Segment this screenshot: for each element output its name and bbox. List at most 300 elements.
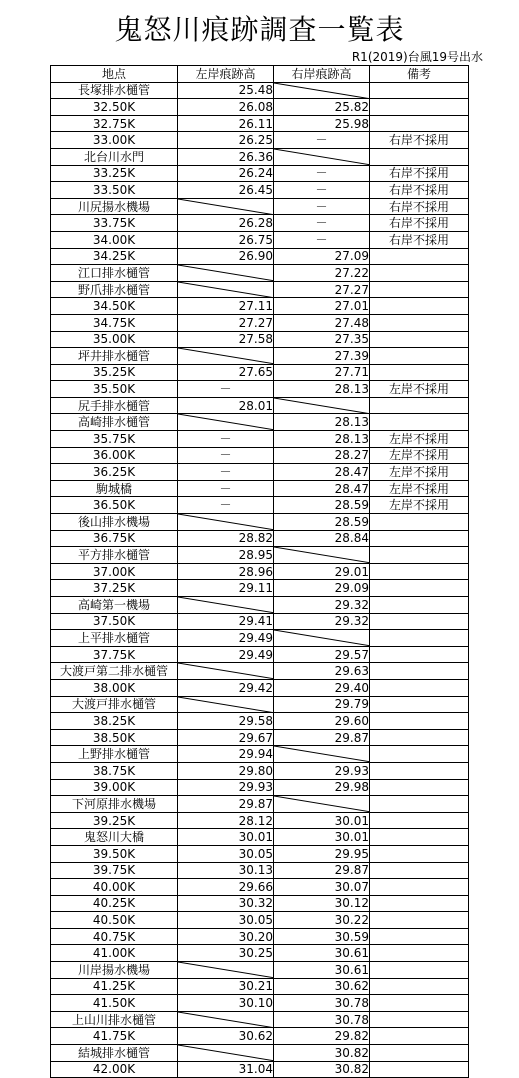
table-row [51, 580, 469, 597]
table-row [51, 1045, 469, 1062]
cell-remarks: 右岸不採用 [370, 215, 469, 232]
cell-left-bank-not-applicable [178, 348, 274, 365]
cell-right-bank-not-adopted: － [274, 215, 370, 232]
cell-location: 36.25K [51, 464, 178, 481]
cell-location: 尻手排水樋管 [51, 397, 178, 414]
cell-remarks [370, 82, 469, 99]
cell-remarks [370, 514, 469, 531]
cell-remarks [370, 414, 469, 431]
cell-remarks [370, 580, 469, 597]
cell-location: 駒城橋 [51, 480, 178, 497]
cell-remarks [370, 945, 469, 962]
diagonal-strike-icon [274, 796, 369, 812]
cell-left-bank-not-applicable [178, 663, 274, 680]
cell-left-bank-height: 30.62 [178, 1028, 274, 1045]
table-row [51, 630, 469, 647]
cell-right-bank-not-adopted: － [274, 182, 370, 199]
cell-location: 大渡戸排水樋管 [51, 696, 178, 713]
diagonal-strike-icon [178, 962, 273, 978]
table-row [51, 845, 469, 862]
cell-location: 34.75K [51, 314, 178, 331]
cell-location: 36.50K [51, 497, 178, 514]
diagonal-strike-icon [178, 1045, 273, 1061]
cell-location: 33.50K [51, 182, 178, 199]
cell-location: 35.25K [51, 364, 178, 381]
cell-right-bank-height: 28.27 [274, 447, 370, 464]
cell-remarks: 左岸不採用 [370, 497, 469, 514]
cell-right-bank-height: 29.32 [274, 613, 370, 630]
cell-location: 41.00K [51, 945, 178, 962]
table-row [51, 812, 469, 829]
cell-right-bank-not-applicable [274, 796, 370, 813]
cell-right-bank-not-adopted: － [274, 198, 370, 215]
cell-left-bank-height: 29.49 [178, 646, 274, 663]
cell-left-bank-height: 30.32 [178, 895, 274, 912]
cell-right-bank-height: 29.98 [274, 779, 370, 796]
diagonal-strike-icon [178, 663, 273, 679]
cell-left-bank-height: 27.11 [178, 298, 274, 315]
table-row [51, 414, 469, 431]
table-row [51, 679, 469, 696]
table-row [51, 995, 469, 1012]
cell-location: 野爪排水樋管 [51, 281, 178, 298]
cell-right-bank-height: 28.59 [274, 514, 370, 531]
diagonal-strike-icon [178, 414, 273, 430]
cell-left-bank-height: 26.24 [178, 165, 274, 182]
cell-left-bank-height: 31.04 [178, 1061, 274, 1078]
cell-remarks [370, 962, 469, 979]
cell-right-bank-height: 30.61 [274, 945, 370, 962]
cell-location: 38.00K [51, 679, 178, 696]
cell-location: 33.00K [51, 132, 178, 149]
cell-location: 32.75K [51, 115, 178, 132]
cell-location: 平方排水樋管 [51, 547, 178, 564]
cell-location: 39.50K [51, 845, 178, 862]
cell-left-bank-not-applicable [178, 1045, 274, 1062]
cell-right-bank-height: 30.82 [274, 1045, 370, 1062]
cell-right-bank-height: 27.22 [274, 265, 370, 282]
cell-location: 37.00K [51, 563, 178, 580]
cell-remarks: 右岸不採用 [370, 198, 469, 215]
cell-right-bank-height: 30.61 [274, 962, 370, 979]
cell-left-bank-height: 29.41 [178, 613, 274, 630]
cell-remarks [370, 281, 469, 298]
cell-left-bank-height: 26.75 [178, 231, 274, 248]
table-row [51, 530, 469, 547]
cell-remarks: 左岸不採用 [370, 480, 469, 497]
cell-right-bank-height: 29.87 [274, 729, 370, 746]
cell-location: 40.50K [51, 912, 178, 929]
header-remarks: 備考 [370, 66, 469, 83]
table-row [51, 364, 469, 381]
cell-left-bank-not-applicable [178, 281, 274, 298]
table-row [51, 945, 469, 962]
cell-left-bank-height: 26.90 [178, 248, 274, 265]
cell-location: 34.50K [51, 298, 178, 315]
cell-left-bank-not-applicable [178, 414, 274, 431]
cell-left-bank-height: 30.20 [178, 928, 274, 945]
cell-location: 35.00K [51, 331, 178, 348]
table-row [51, 547, 469, 564]
cell-left-bank-height: 28.82 [178, 530, 274, 547]
table-row [51, 1061, 469, 1078]
table-row [51, 729, 469, 746]
table-row [51, 182, 469, 199]
cell-left-bank-not-adopted: － [178, 497, 274, 514]
cell-left-bank-height: 30.05 [178, 845, 274, 862]
cell-remarks [370, 265, 469, 282]
cell-left-bank-height: 29.67 [178, 729, 274, 746]
cell-left-bank-height: 29.80 [178, 762, 274, 779]
cell-left-bank-not-adopted: － [178, 447, 274, 464]
cell-location: 38.25K [51, 713, 178, 730]
document-subtitle: R1(2019)台風19号出水 [351, 50, 483, 64]
table-row [51, 82, 469, 99]
cell-right-bank-height: 28.13 [274, 414, 370, 431]
cell-right-bank-height: 28.47 [274, 480, 370, 497]
table-row [51, 148, 469, 165]
cell-location: 高崎排水樋管 [51, 414, 178, 431]
cell-left-bank-height: 28.12 [178, 812, 274, 829]
cell-location: 35.50K [51, 381, 178, 398]
table-row [51, 613, 469, 630]
cell-remarks [370, 829, 469, 846]
cell-left-bank-not-applicable [178, 265, 274, 282]
cell-right-bank-height: 29.82 [274, 1028, 370, 1045]
table-row [51, 198, 469, 215]
table-row [51, 962, 469, 979]
cell-left-bank-height: 27.58 [178, 331, 274, 348]
cell-left-bank-height: 30.21 [178, 978, 274, 995]
table-row [51, 746, 469, 763]
cell-location: 40.25K [51, 895, 178, 912]
table-row [51, 646, 469, 663]
cell-right-bank-height: 29.09 [274, 580, 370, 597]
cell-location: 39.00K [51, 779, 178, 796]
cell-right-bank-height: 27.39 [274, 348, 370, 365]
cell-remarks: 右岸不採用 [370, 132, 469, 149]
cell-left-bank-height: 26.45 [178, 182, 274, 199]
cell-remarks: 左岸不採用 [370, 381, 469, 398]
cell-right-bank-height: 27.48 [274, 314, 370, 331]
cell-location: 34.00K [51, 231, 178, 248]
cell-right-bank-height: 27.71 [274, 364, 370, 381]
cell-right-bank-height: 30.01 [274, 812, 370, 829]
cell-left-bank-height: 30.25 [178, 945, 274, 962]
cell-location: 大渡戸第二排水樋管 [51, 663, 178, 680]
cell-remarks: 左岸不採用 [370, 431, 469, 448]
table-row [51, 115, 469, 132]
cell-location: 38.75K [51, 762, 178, 779]
diagonal-strike-icon [274, 398, 369, 414]
table-row [51, 215, 469, 232]
cell-remarks [370, 331, 469, 348]
diagonal-strike-icon [178, 282, 273, 298]
table-header-row [51, 66, 469, 83]
cell-remarks: 左岸不採用 [370, 464, 469, 481]
cell-left-bank-height: 29.66 [178, 879, 274, 896]
cell-location: 上山川排水樋管 [51, 1011, 178, 1028]
cell-left-bank-height: 27.65 [178, 364, 274, 381]
cell-remarks [370, 912, 469, 929]
cell-right-bank-height: 30.62 [274, 978, 370, 995]
cell-remarks [370, 115, 469, 132]
diagonal-strike-icon [178, 514, 273, 530]
cell-right-bank-height: 27.27 [274, 281, 370, 298]
table-row [51, 447, 469, 464]
cell-right-bank-not-applicable [274, 397, 370, 414]
cell-right-bank-height: 27.09 [274, 248, 370, 265]
table-row [51, 796, 469, 813]
cell-remarks: 右岸不採用 [370, 165, 469, 182]
cell-location: 39.75K [51, 862, 178, 879]
cell-right-bank-height: 28.84 [274, 530, 370, 547]
cell-remarks [370, 779, 469, 796]
cell-remarks [370, 646, 469, 663]
cell-right-bank-height: 27.35 [274, 331, 370, 348]
cell-left-bank-not-applicable [178, 198, 274, 215]
cell-remarks [370, 298, 469, 315]
table-row [51, 248, 469, 265]
cell-location: 34.25K [51, 248, 178, 265]
table-row [51, 895, 469, 912]
cell-left-bank-height: 30.10 [178, 995, 274, 1012]
cell-right-bank-height: 29.87 [274, 862, 370, 879]
cell-remarks [370, 630, 469, 647]
cell-remarks [370, 713, 469, 730]
cell-remarks [370, 364, 469, 381]
cell-right-bank-not-applicable [274, 148, 370, 165]
cell-left-bank-not-applicable [178, 962, 274, 979]
cell-location: 結城排水樋管 [51, 1045, 178, 1062]
cell-right-bank-not-adopted: － [274, 231, 370, 248]
cell-left-bank-not-applicable [178, 696, 274, 713]
table-row [51, 978, 469, 995]
table-row [51, 779, 469, 796]
table-row [51, 348, 469, 365]
cell-location: 坪井排水樋管 [51, 348, 178, 365]
cell-remarks [370, 1011, 469, 1028]
cell-left-bank-not-applicable [178, 597, 274, 614]
cell-right-bank-height: 30.78 [274, 995, 370, 1012]
cell-location: 江口排水樋管 [51, 265, 178, 282]
cell-remarks [370, 762, 469, 779]
cell-right-bank-not-applicable [274, 82, 370, 99]
cell-left-bank-height: 26.08 [178, 99, 274, 116]
survey-table [50, 65, 469, 1078]
table-row [51, 331, 469, 348]
cell-left-bank-not-adopted: － [178, 480, 274, 497]
table-row [51, 713, 469, 730]
cell-right-bank-height: 30.82 [274, 1061, 370, 1078]
cell-location: 鬼怒川大橋 [51, 829, 178, 846]
cell-right-bank-height: 29.79 [274, 696, 370, 713]
cell-remarks [370, 812, 469, 829]
diagonal-strike-icon [178, 697, 273, 713]
cell-location: 40.00K [51, 879, 178, 896]
table-row [51, 464, 469, 481]
table-row [51, 231, 469, 248]
table-row [51, 431, 469, 448]
cell-location: 40.75K [51, 928, 178, 945]
cell-right-bank-height: 29.60 [274, 713, 370, 730]
diagonal-strike-icon [178, 348, 273, 364]
cell-remarks [370, 729, 469, 746]
table-row [51, 879, 469, 896]
cell-remarks [370, 1028, 469, 1045]
cell-left-bank-not-adopted: － [178, 431, 274, 448]
diagonal-strike-icon [178, 597, 273, 613]
table-row [51, 912, 469, 929]
cell-right-bank-height: 29.32 [274, 597, 370, 614]
cell-right-bank-not-applicable [274, 630, 370, 647]
table-row [51, 381, 469, 398]
cell-location: 37.25K [51, 580, 178, 597]
cell-location: 41.75K [51, 1028, 178, 1045]
cell-remarks [370, 148, 469, 165]
cell-remarks [370, 1045, 469, 1062]
cell-right-bank-height: 29.01 [274, 563, 370, 580]
cell-location: 36.75K [51, 530, 178, 547]
cell-remarks: 左岸不採用 [370, 447, 469, 464]
cell-left-bank-height: 29.94 [178, 746, 274, 763]
cell-location: 32.50K [51, 99, 178, 116]
table-row [51, 132, 469, 149]
cell-right-bank-height: 28.13 [274, 431, 370, 448]
table-row [51, 762, 469, 779]
cell-left-bank-height: 26.25 [178, 132, 274, 149]
table-row [51, 497, 469, 514]
table-row [51, 480, 469, 497]
cell-location: 北台川水門 [51, 148, 178, 165]
cell-remarks [370, 597, 469, 614]
cell-right-bank-not-adopted: － [274, 165, 370, 182]
cell-location: 川岸揚水機場 [51, 962, 178, 979]
cell-right-bank-height: 28.13 [274, 381, 370, 398]
cell-right-bank-height: 30.59 [274, 928, 370, 945]
cell-remarks [370, 895, 469, 912]
cell-right-bank-height: 25.98 [274, 115, 370, 132]
cell-location: 42.00K [51, 1061, 178, 1078]
cell-left-bank-height: 30.05 [178, 912, 274, 929]
diagonal-strike-icon [274, 547, 369, 563]
cell-remarks [370, 746, 469, 763]
cell-location: 下河原排水機場 [51, 796, 178, 813]
table-row [51, 514, 469, 531]
cell-location: 33.25K [51, 165, 178, 182]
cell-location: 35.75K [51, 431, 178, 448]
cell-remarks [370, 530, 469, 547]
cell-right-bank-height: 29.95 [274, 845, 370, 862]
cell-location: 36.00K [51, 447, 178, 464]
table-row [51, 928, 469, 945]
table-row [51, 563, 469, 580]
cell-remarks [370, 995, 469, 1012]
cell-remarks [370, 978, 469, 995]
cell-location: 後山排水機場 [51, 514, 178, 531]
cell-left-bank-height: 29.42 [178, 679, 274, 696]
cell-remarks [370, 99, 469, 116]
cell-remarks [370, 348, 469, 365]
cell-left-bank-not-adopted: － [178, 464, 274, 481]
table-row [51, 281, 469, 298]
cell-left-bank-height: 29.11 [178, 580, 274, 597]
cell-left-bank-height: 27.27 [178, 314, 274, 331]
table-row [51, 265, 469, 282]
cell-left-bank-height: 30.01 [178, 829, 274, 846]
table-row [51, 1011, 469, 1028]
header-right-bank: 右岸痕跡高 [274, 66, 370, 83]
cell-location: 37.75K [51, 646, 178, 663]
cell-left-bank-not-adopted: － [178, 381, 274, 398]
cell-left-bank-height: 26.28 [178, 215, 274, 232]
cell-right-bank-height: 27.01 [274, 298, 370, 315]
cell-remarks: 右岸不採用 [370, 182, 469, 199]
header-location: 地点 [51, 66, 178, 83]
cell-right-bank-not-applicable [274, 547, 370, 564]
cell-remarks [370, 547, 469, 564]
cell-location: 高崎第一機場 [51, 597, 178, 614]
diagonal-strike-icon [274, 746, 369, 762]
cell-remarks: 右岸不採用 [370, 231, 469, 248]
cell-location: 38.50K [51, 729, 178, 746]
cell-location: 長塚排水樋管 [51, 82, 178, 99]
header-left-bank: 左岸痕跡高 [178, 66, 274, 83]
cell-left-bank-height: 26.11 [178, 115, 274, 132]
cell-right-bank-not-applicable [274, 746, 370, 763]
cell-location: 川尻揚水機場 [51, 198, 178, 215]
cell-right-bank-height: 25.82 [274, 99, 370, 116]
cell-remarks [370, 663, 469, 680]
table-row [51, 99, 469, 116]
cell-remarks [370, 862, 469, 879]
cell-location: 33.75K [51, 215, 178, 232]
cell-right-bank-not-adopted: － [274, 132, 370, 149]
cell-right-bank-height: 30.78 [274, 1011, 370, 1028]
cell-right-bank-height: 29.40 [274, 679, 370, 696]
cell-left-bank-height: 29.49 [178, 630, 274, 647]
cell-location: 上野排水樋管 [51, 746, 178, 763]
cell-left-bank-height: 30.13 [178, 862, 274, 879]
cell-remarks [370, 845, 469, 862]
cell-left-bank-not-applicable [178, 514, 274, 531]
cell-remarks [370, 314, 469, 331]
cell-left-bank-height: 29.93 [178, 779, 274, 796]
cell-right-bank-height: 30.01 [274, 829, 370, 846]
table-row [51, 314, 469, 331]
cell-right-bank-height: 30.22 [274, 912, 370, 929]
document-title: 鬼怒川痕跡調査一覧表 [114, 13, 405, 46]
table-body [51, 82, 469, 1078]
cell-right-bank-height: 30.07 [274, 879, 370, 896]
cell-left-bank-height: 29.87 [178, 796, 274, 813]
cell-left-bank-height: 26.36 [178, 148, 274, 165]
cell-location: 37.50K [51, 613, 178, 630]
cell-remarks [370, 248, 469, 265]
table-row [51, 1028, 469, 1045]
cell-remarks [370, 1061, 469, 1078]
diagonal-strike-icon [274, 630, 369, 646]
cell-right-bank-height: 28.47 [274, 464, 370, 481]
cell-left-bank-height: 29.58 [178, 713, 274, 730]
cell-remarks [370, 679, 469, 696]
cell-location: 上平排水樋管 [51, 630, 178, 647]
cell-right-bank-height: 30.12 [274, 895, 370, 912]
cell-left-bank-height: 28.96 [178, 563, 274, 580]
cell-remarks [370, 397, 469, 414]
diagonal-strike-icon [178, 199, 273, 215]
table-row [51, 165, 469, 182]
